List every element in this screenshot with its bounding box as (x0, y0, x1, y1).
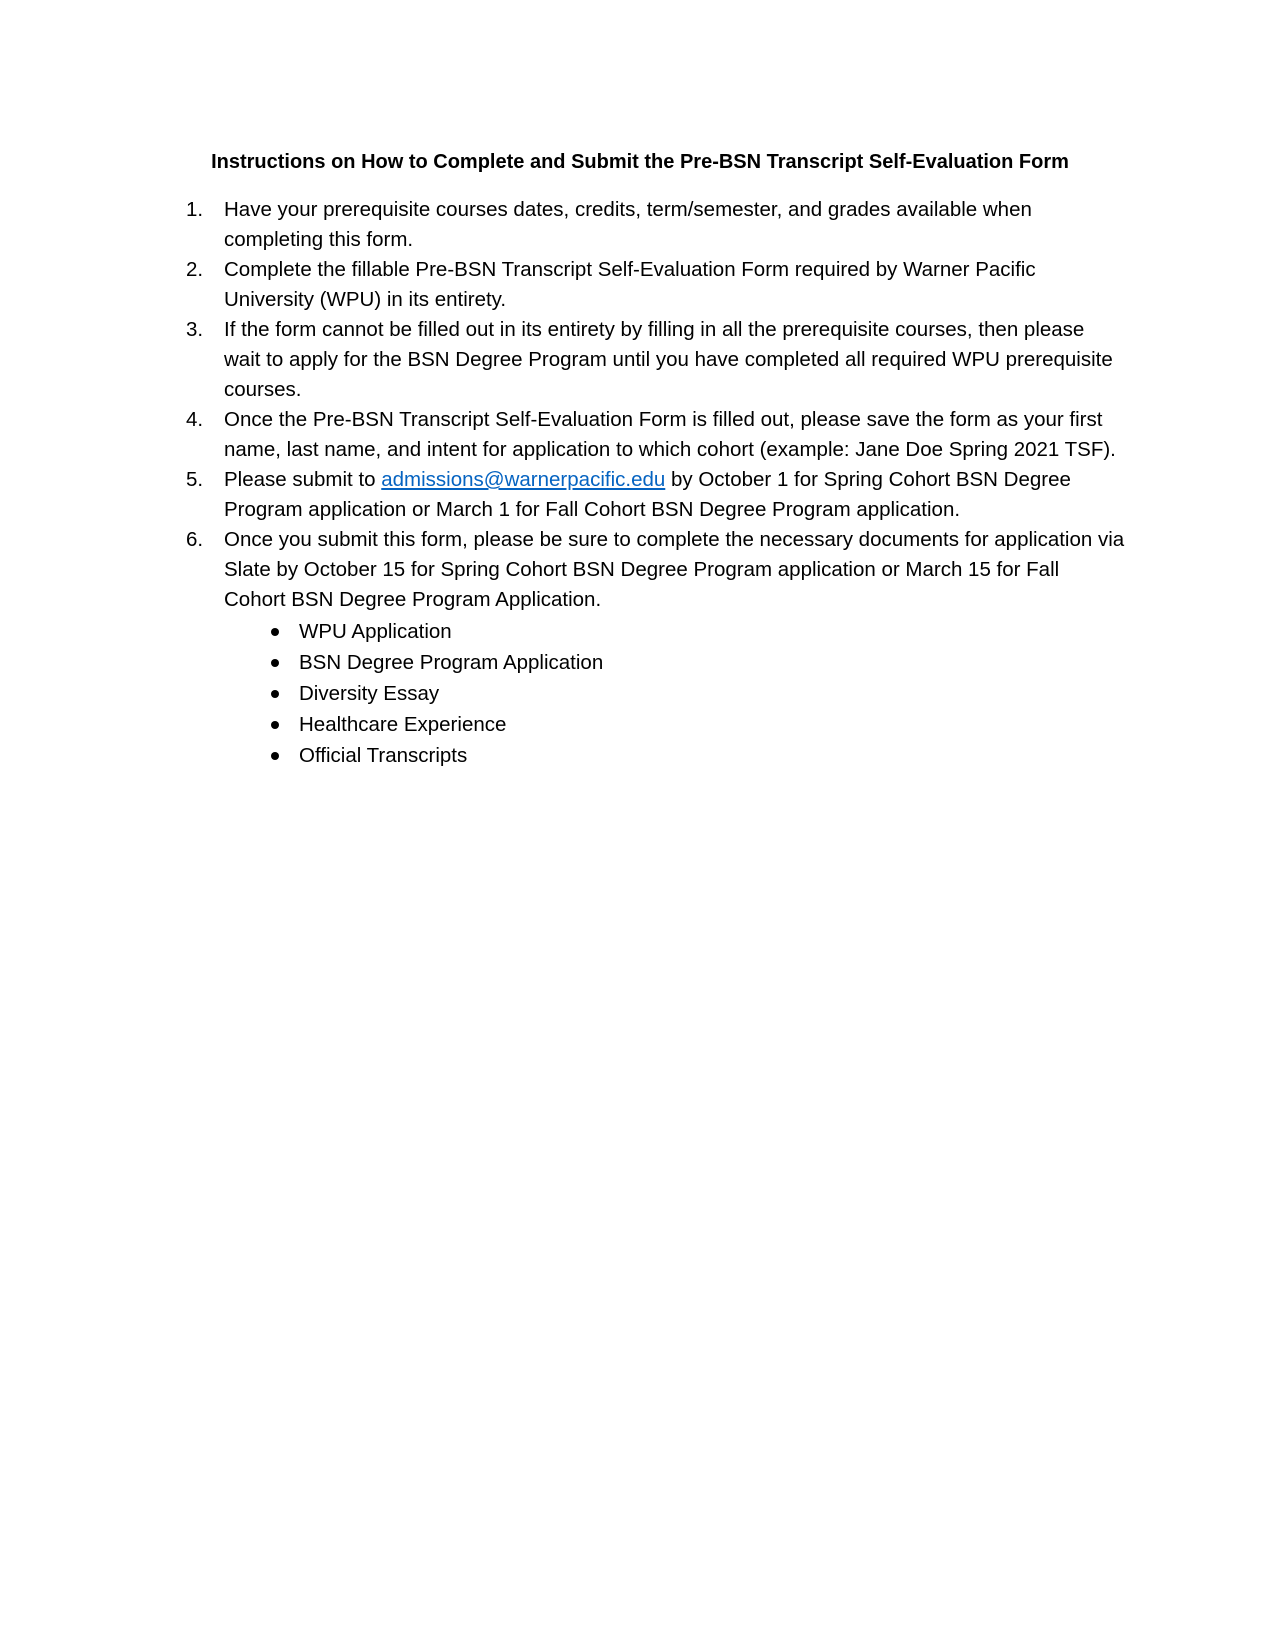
step-text: Complete the fillable Pre-BSN Transcript Self-Evaluation Form required by Warner Pacific University (WPU) in its entirety. (224, 258, 1036, 311)
instruction-step-4 (186, 405, 1126, 465)
list-item-label: BSN Degree Program Application (299, 651, 604, 674)
bullet-icon (271, 721, 279, 729)
list-item (224, 616, 1126, 647)
step-text: Once you submit this form, please be sure to complete the necessary documents for application via Slate by October 15 for Spring Cohort BSN Degree Program application or March 15 for Fall Cohort BSN Degree Program Application. (224, 528, 1125, 611)
step-text-before: Please submit to (224, 468, 382, 491)
step-number: 6. (186, 528, 204, 551)
step-text: If the form cannot be filled out in its entirety by filling in all the prerequisite courses, then please wait to apply for the BSN Degree Program until you have completed all required WPU prerequisite courses. (224, 318, 1113, 401)
step-number: 2. (186, 258, 204, 281)
step-number: 3. (186, 318, 204, 341)
instruction-step-3 (186, 315, 1126, 405)
list-item-label: Healthcare Experience (299, 713, 507, 736)
document-title: Instructions on How to Complete and Submit the Pre-BSN Transcript Self-Evaluation Form (211, 151, 1069, 173)
step-number: 4. (186, 408, 204, 431)
step-text-after: by October 1 for Spring Cohort BSN Degree Program application or March 1 for Fall Cohort BSN Degree Program application. (224, 468, 1071, 521)
admissions-email-link[interactable]: admissions@warnerpacific.edu (381, 468, 666, 491)
instruction-step-1 (186, 195, 1126, 255)
list-item (224, 678, 1126, 709)
instruction-step-5 (186, 465, 1126, 525)
list-item-label: Diversity Essay (299, 682, 440, 705)
step-number: 5. (186, 468, 204, 491)
instruction-step-6 (186, 525, 1126, 771)
list-item-label: WPU Application (299, 620, 452, 643)
bullet-icon (271, 752, 279, 760)
list-item (224, 647, 1126, 678)
bullet-icon (271, 659, 279, 667)
step-number: 1. (186, 198, 204, 221)
list-item (224, 709, 1126, 740)
step-text: Once the Pre-BSN Transcript Self-Evaluation Form is filled out, please save the form as your first name, last name, and intent for application to which cohort (example: Jane Doe Spring 2021 TSF). (224, 408, 1116, 461)
list-item-label: Official Transcripts (299, 744, 468, 767)
bullet-icon (271, 628, 279, 636)
bullet-icon (271, 690, 279, 698)
instruction-list (186, 195, 1126, 771)
instruction-step-2 (186, 255, 1126, 315)
required-documents-list (224, 616, 1126, 771)
list-item (224, 740, 1126, 771)
step-text: Have your prerequisite courses dates, credits, term/semester, and grades available when completing this form. (224, 198, 1032, 251)
